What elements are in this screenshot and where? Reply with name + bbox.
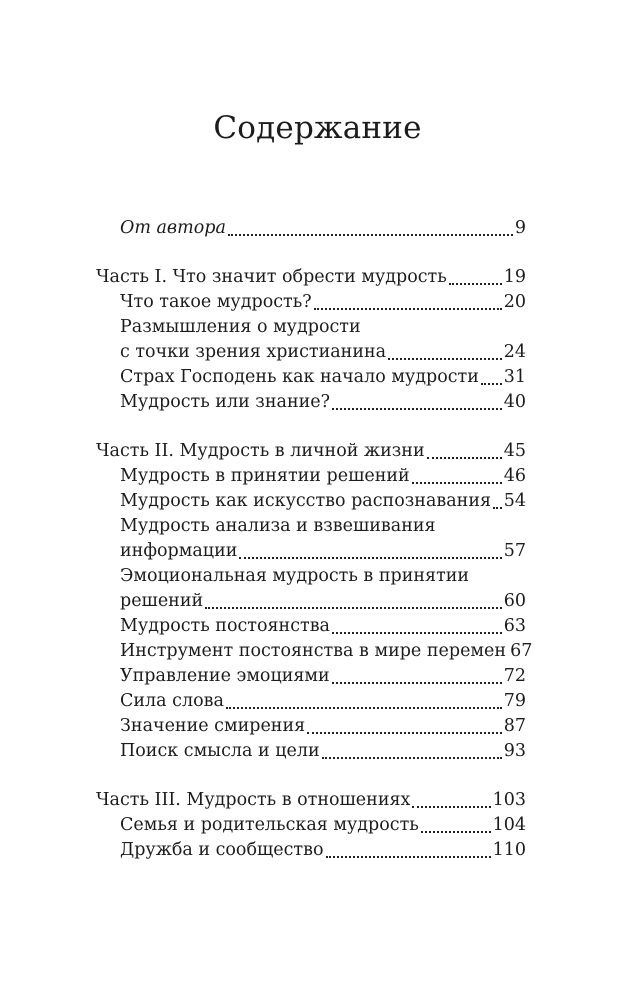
dot-leader bbox=[322, 757, 502, 759]
toc-entry-page: 46 bbox=[503, 466, 526, 486]
dot-leader bbox=[307, 732, 502, 734]
toc-entry[interactable] bbox=[96, 714, 526, 739]
toc-entry-page: 57 bbox=[503, 541, 526, 561]
toc-entry-page: 9 bbox=[514, 218, 526, 238]
toc-part-page: 103 bbox=[492, 790, 526, 810]
dot-leader bbox=[332, 682, 502, 684]
toc-entry[interactable] bbox=[96, 813, 526, 838]
toc-entry[interactable] bbox=[96, 739, 526, 764]
toc-entry[interactable] bbox=[96, 689, 526, 714]
toc-entry-page: 54 bbox=[503, 491, 526, 511]
dot-leader bbox=[412, 482, 502, 484]
toc-entry[interactable] bbox=[96, 614, 526, 639]
toc-entry-label: Сила слова bbox=[120, 691, 224, 711]
toc-entry[interactable] bbox=[96, 365, 526, 390]
toc-entry[interactable] bbox=[96, 514, 526, 539]
toc-entry-label: Дружба и сообщество bbox=[120, 840, 324, 860]
toc-entry-page: 60 bbox=[503, 591, 526, 611]
toc-entry-continuation[interactable] bbox=[96, 539, 526, 564]
toc-part-2[interactable] bbox=[96, 439, 526, 464]
toc-entry-continuation[interactable] bbox=[96, 340, 526, 365]
toc-entry-page: 31 bbox=[503, 367, 526, 387]
toc-entry-label: Размышления о мудрости bbox=[120, 317, 361, 337]
toc-entry-label: информации bbox=[120, 541, 238, 561]
toc-entry-page: 72 bbox=[503, 666, 526, 686]
toc-entry-label: От автора bbox=[120, 218, 226, 238]
toc-entry[interactable] bbox=[96, 290, 526, 315]
toc-entry-page: 79 bbox=[503, 691, 526, 711]
dot-leader bbox=[449, 283, 502, 285]
toc-entry-label: Поиск смысла и цели bbox=[120, 741, 320, 761]
toc-entry-label: Что такое мудрость? bbox=[120, 292, 312, 312]
toc-entry-page: 24 bbox=[503, 342, 526, 362]
toc-part-1[interactable] bbox=[96, 265, 526, 290]
toc-part-label: Часть III. Мудрость в отношениях bbox=[96, 790, 411, 810]
toc-entry-label: Мудрость как искусство распознавания bbox=[120, 491, 492, 511]
dot-leader bbox=[481, 383, 502, 385]
toc-entry[interactable] bbox=[96, 315, 526, 340]
toc-entry-page: 104 bbox=[492, 815, 526, 835]
table-of-contents bbox=[96, 216, 533, 863]
toc-entry[interactable] bbox=[96, 489, 526, 514]
toc-entry[interactable] bbox=[96, 464, 526, 489]
dot-leader bbox=[332, 408, 502, 410]
toc-entry-label: Мудрость постоянства bbox=[120, 616, 330, 636]
toc-entry-label: Семья и родительская мудрость bbox=[120, 815, 419, 835]
toc-entry-page: 110 bbox=[492, 840, 526, 860]
toc-entry[interactable] bbox=[96, 564, 526, 589]
dot-leader bbox=[493, 507, 502, 509]
dot-leader bbox=[412, 806, 490, 808]
toc-entry-label: Инструмент постоянства в мире перемен bbox=[120, 641, 507, 661]
toc-part-3[interactable] bbox=[96, 788, 526, 813]
toc-entry-page: 40 bbox=[503, 392, 526, 412]
toc-entry-continuation[interactable] bbox=[96, 589, 526, 614]
toc-entry-page: 20 bbox=[503, 292, 526, 312]
toc-entry-label: Мудрость анализа и взвешивания bbox=[120, 516, 436, 536]
page-title: Содержание bbox=[213, 110, 422, 146]
toc-part-page: 19 bbox=[503, 267, 526, 287]
toc-entry-page: 87 bbox=[503, 716, 526, 736]
dot-leader bbox=[332, 632, 502, 634]
toc-entry-label: Страх Господень как начало мудрости bbox=[120, 367, 479, 387]
toc-entry[interactable] bbox=[96, 639, 533, 664]
toc-entry-page: 63 bbox=[503, 616, 526, 636]
toc-entry[interactable] bbox=[96, 664, 526, 689]
dot-leader bbox=[239, 557, 501, 559]
toc-part-label: Часть II. Мудрость в личной жизни bbox=[96, 441, 425, 461]
toc-entry-label: Мудрость в принятии решений bbox=[120, 466, 410, 486]
dot-leader bbox=[388, 358, 502, 360]
toc-entry-label: с точки зрения христианина bbox=[120, 342, 387, 362]
dot-leader bbox=[314, 308, 502, 310]
dot-leader bbox=[228, 234, 513, 236]
dot-leader bbox=[205, 607, 502, 609]
dot-leader bbox=[427, 457, 502, 459]
dot-leader bbox=[326, 856, 491, 858]
toc-entry[interactable] bbox=[96, 838, 526, 863]
toc-entry-page: 67 bbox=[510, 641, 533, 661]
toc-entry[interactable] bbox=[96, 390, 526, 415]
toc-entry-label: решений bbox=[120, 591, 204, 611]
toc-entry-label: Значение смирения bbox=[120, 716, 306, 736]
toc-entry-page: 93 bbox=[503, 741, 526, 761]
dot-leader bbox=[226, 707, 502, 709]
toc-part-label: Часть I. Что значит обрести мудрость bbox=[96, 267, 447, 287]
toc-entry-label: Мудрость или знание? bbox=[120, 392, 331, 412]
toc-part-page: 45 bbox=[503, 441, 526, 461]
toc-entry-label: Управление эмоциями bbox=[120, 666, 330, 686]
toc-entry-author[interactable] bbox=[96, 216, 526, 241]
toc-entry-label: Эмоциональная мудрость в принятии bbox=[120, 566, 470, 586]
dot-leader bbox=[421, 831, 491, 833]
